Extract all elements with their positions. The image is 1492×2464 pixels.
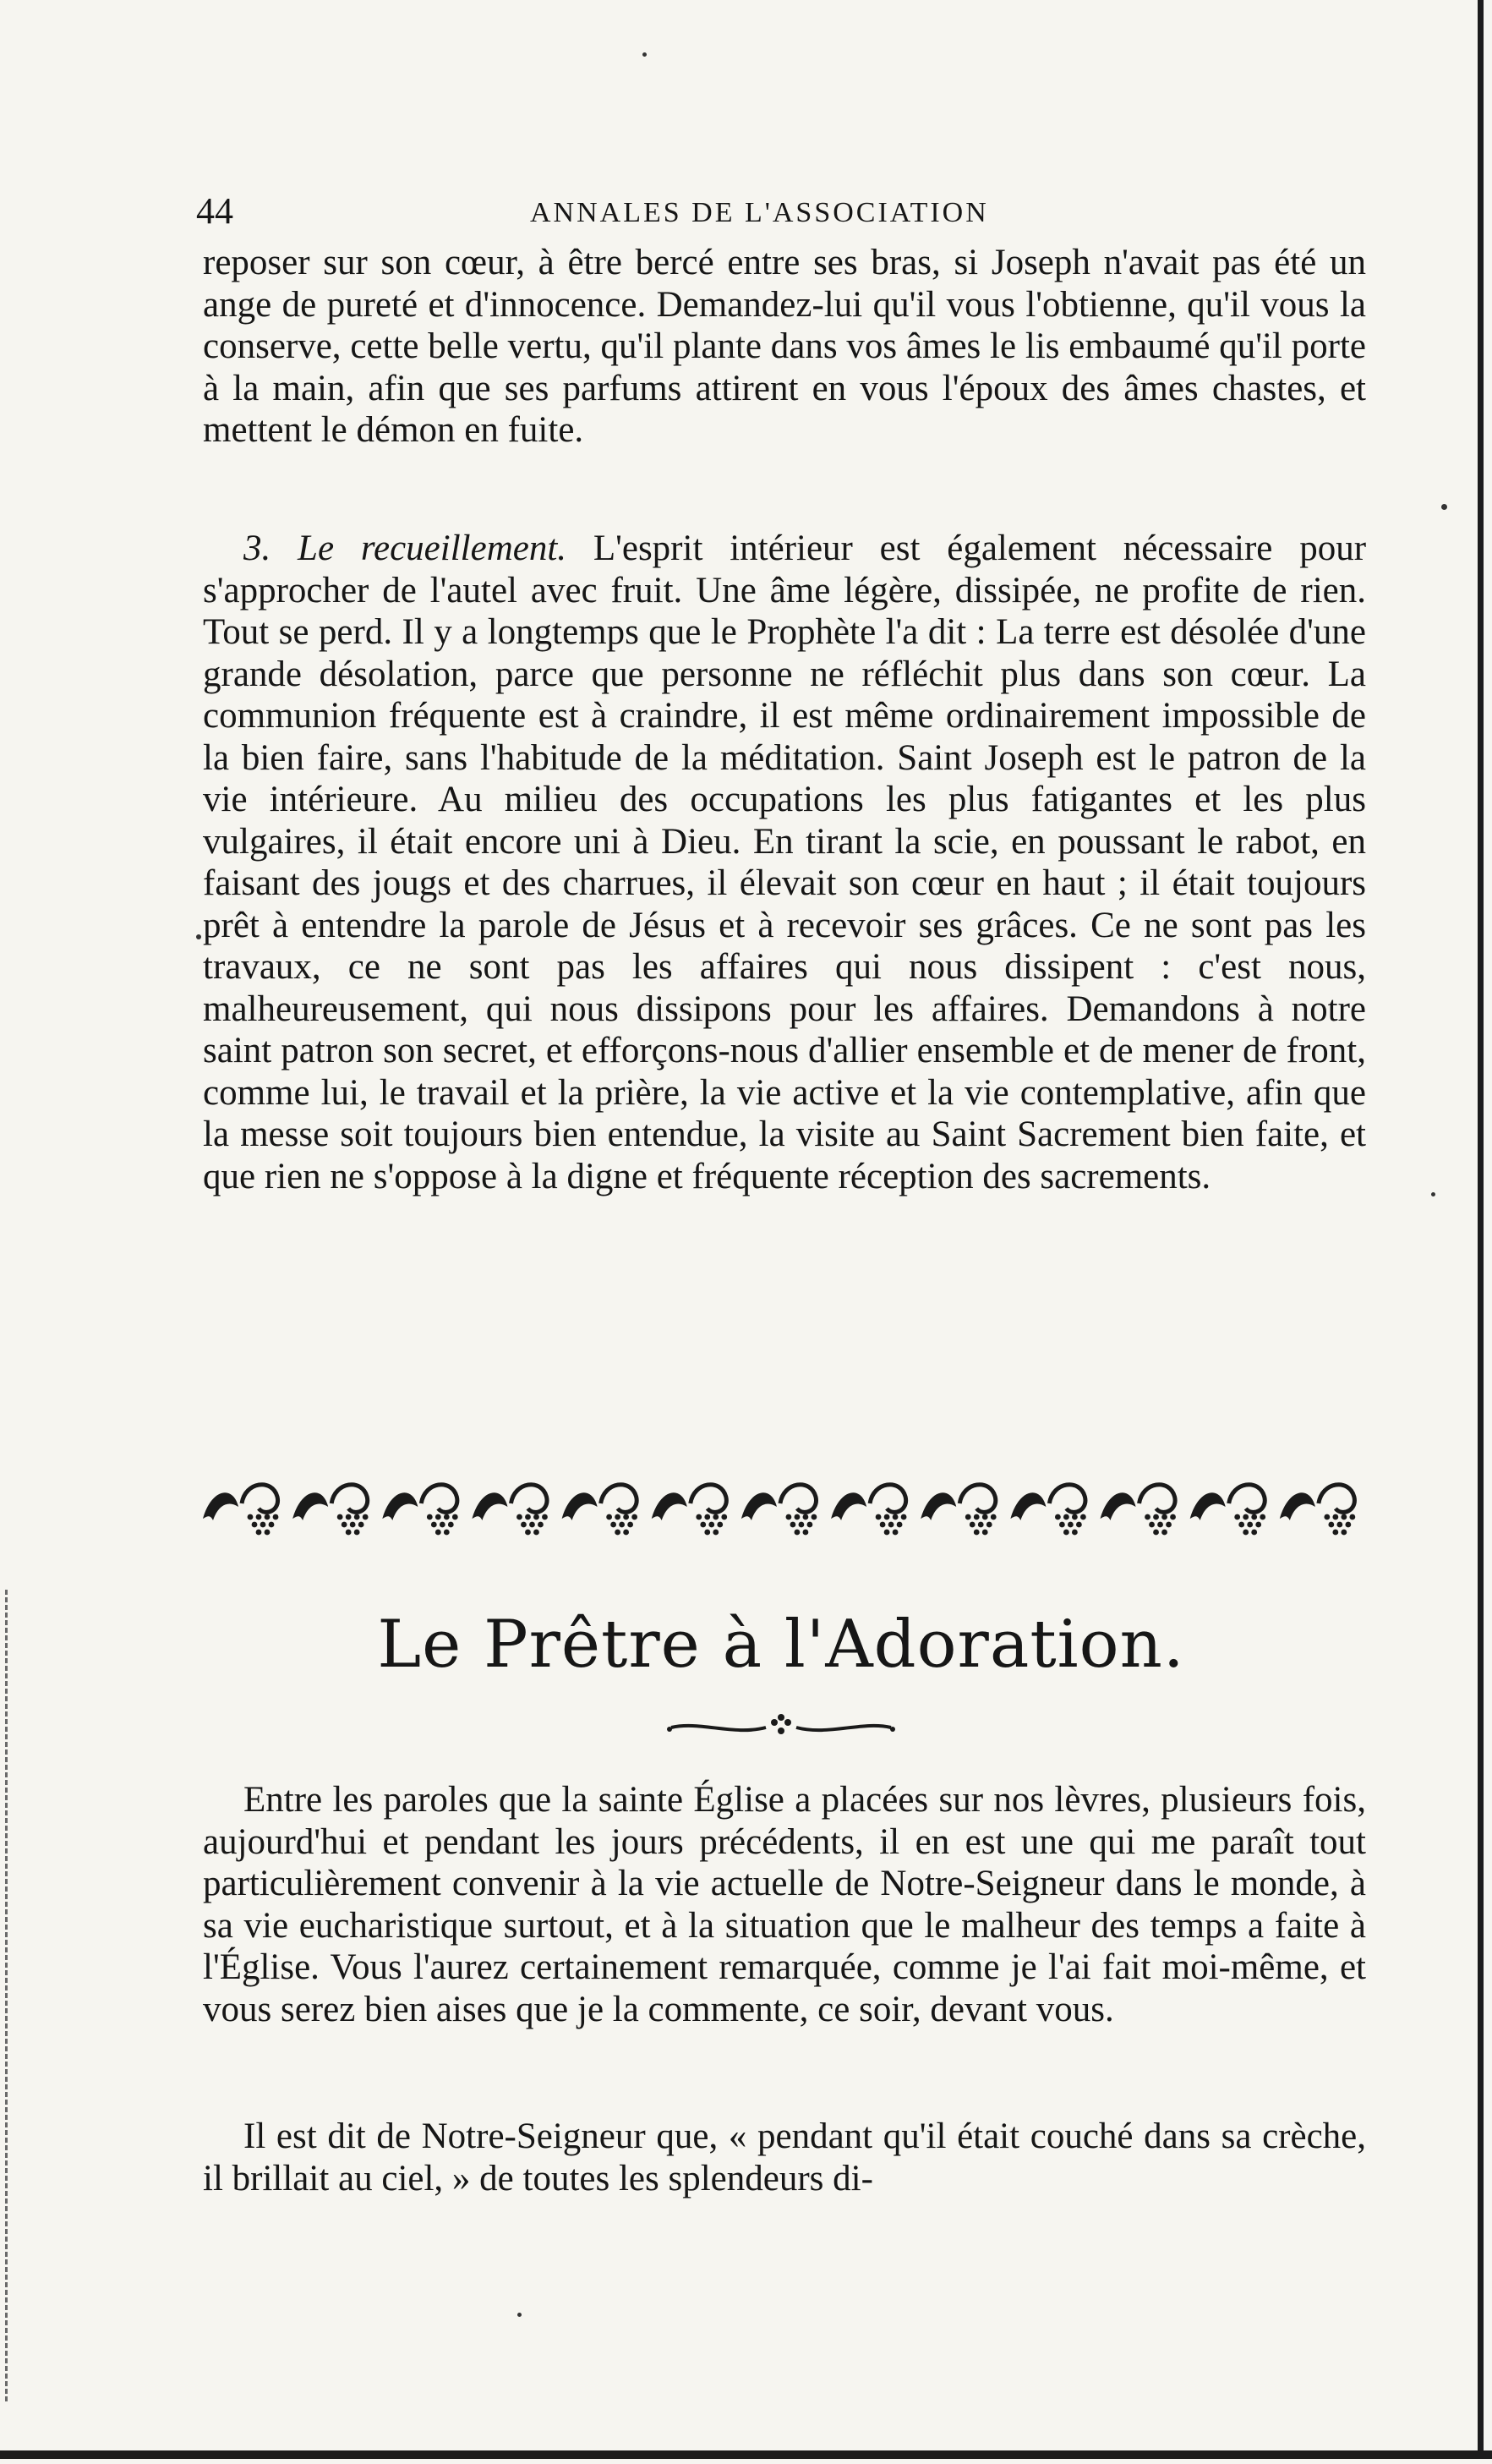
vine-ornament-motif (562, 1485, 637, 1536)
flourish-dot (778, 1728, 784, 1734)
page-number: 44 (196, 190, 233, 232)
ink-speck (517, 2313, 522, 2317)
flourish-end (890, 1727, 895, 1732)
vine-ornament-motif (1190, 1485, 1265, 1536)
paragraph-article-2: Il est dit de Notre-Seigneur que, « pendant qu'il était couché dans sa crèche, il brillait au ciel, » de toutes les splendeurs di- (203, 2116, 1366, 2198)
ink-speck (196, 934, 201, 939)
flourish-end (667, 1727, 672, 1732)
vine-ornament-motif (382, 1485, 457, 1536)
flourish-dot (784, 1719, 791, 1726)
vine-ornament-motif (292, 1485, 368, 1536)
title-flourish (666, 1712, 896, 1746)
vine-ornament-motif (203, 1485, 278, 1536)
vine-ornament-motif (1010, 1485, 1085, 1536)
flourish-dot (771, 1719, 778, 1726)
page-edge-right (1478, 0, 1484, 2456)
paragraph-purity: reposer sur son cœur, à être bercé entre ses bras, si Joseph n'avait pas été un ange de pureté et d'innocence. Demandez-lui qu'il vous l'obtienne, qu'il vous la conserve, cette belle vertu, qu'il plante dans vos âmes le lis embaumé qu'il porte à la main, afin que ses parfums attirent en vous l'époux des âmes chastes, et mettent le démon en fuite. (203, 243, 1366, 450)
vine-ornament-motif (831, 1485, 906, 1536)
paragraph-article-1: Entre les paroles que la sainte Église a placées sur nos lèvres, plusieurs fois, aujourd'hui et pendant les jours précédents, il en est une qui me paraît tout particulièrement convenir à la vie actuelle de Notre-Seigneur dans le monde, à sa vie eucharistique surtout, et à la situation que le malheur des temps a faite à l'Église. Vous l'aurez certainement remarquée, comme je l'ai fait moi-même, et vous serez bien aises que je la commente, ce soir, devant vous. (203, 1780, 1366, 2029)
paragraph-recollection (203, 528, 1366, 1441)
vine-ornament-motif (1280, 1485, 1355, 1536)
vine-ornament-motif (652, 1485, 727, 1536)
vine-ornament-motif (741, 1485, 817, 1536)
ink-speck (1441, 504, 1447, 510)
paragraph-lead: 3. Le recueillement. (243, 528, 567, 568)
vine-ornament-motif (1101, 1485, 1176, 1536)
article-title: Le Prêtre à l'Adoration. (377, 1607, 1185, 1683)
ink-speck (1431, 1192, 1435, 1196)
running-header (196, 188, 1363, 235)
vine-ornament-motif (472, 1485, 547, 1536)
page-edge-bottom (0, 2450, 1492, 2459)
ink-speck (642, 52, 647, 57)
paragraph-recollection-body: L'esprit intérieur est également nécessaire pour s'approcher de l'autel avec fruit. Une âme légère, dissipée, ne profite de rien. Tout se perd. Il y a longtemps que le Prophète l'a dit : La terre est désolée d'une grande désolation, parce que personne ne réfléchit plus dans son cœur. La communion fréquente est à craindre, il est même ordinairement impossible de la bien faire, sans l'habitude de la méditation. Saint Joseph est le patron de la vie intérieure. Au milieu des occupations les plus fatigantes et les plus vulgaires, il était encore uni à Dieu. En tirant la scie, en poussant le rabot, en faisant des jougs et des charrues, il élevait son cœur en haut ; il était toujours prêt à entendre la parole de Jésus et à recevoir ses grâces. Ce ne sont pas les travaux, ce ne sont pas les affaires qui nous dissipent : c'est nous, malheureusement, qui nous dissipons pour les affaires. Demandons à notre saint patron son secret, et efforçons-nous d'allier ensemble et de mener de front, comme lui, le travail et la prière, la vie active et la vie contemplative, afin que la messe soit toujours bien entendue, la visite au Saint Sacrement bien faite, et que rien ne s'oppose à la digne et fréquente réception des sacrements. (203, 528, 1367, 1196)
page-edge-left-dashes (5, 1590, 8, 2401)
running-head: ANNALES DE L'ASSOCIATION (530, 197, 989, 228)
ornament-band (199, 1470, 1366, 1541)
vine-ornament-motif (921, 1485, 996, 1536)
flourish-dot (778, 1714, 784, 1721)
